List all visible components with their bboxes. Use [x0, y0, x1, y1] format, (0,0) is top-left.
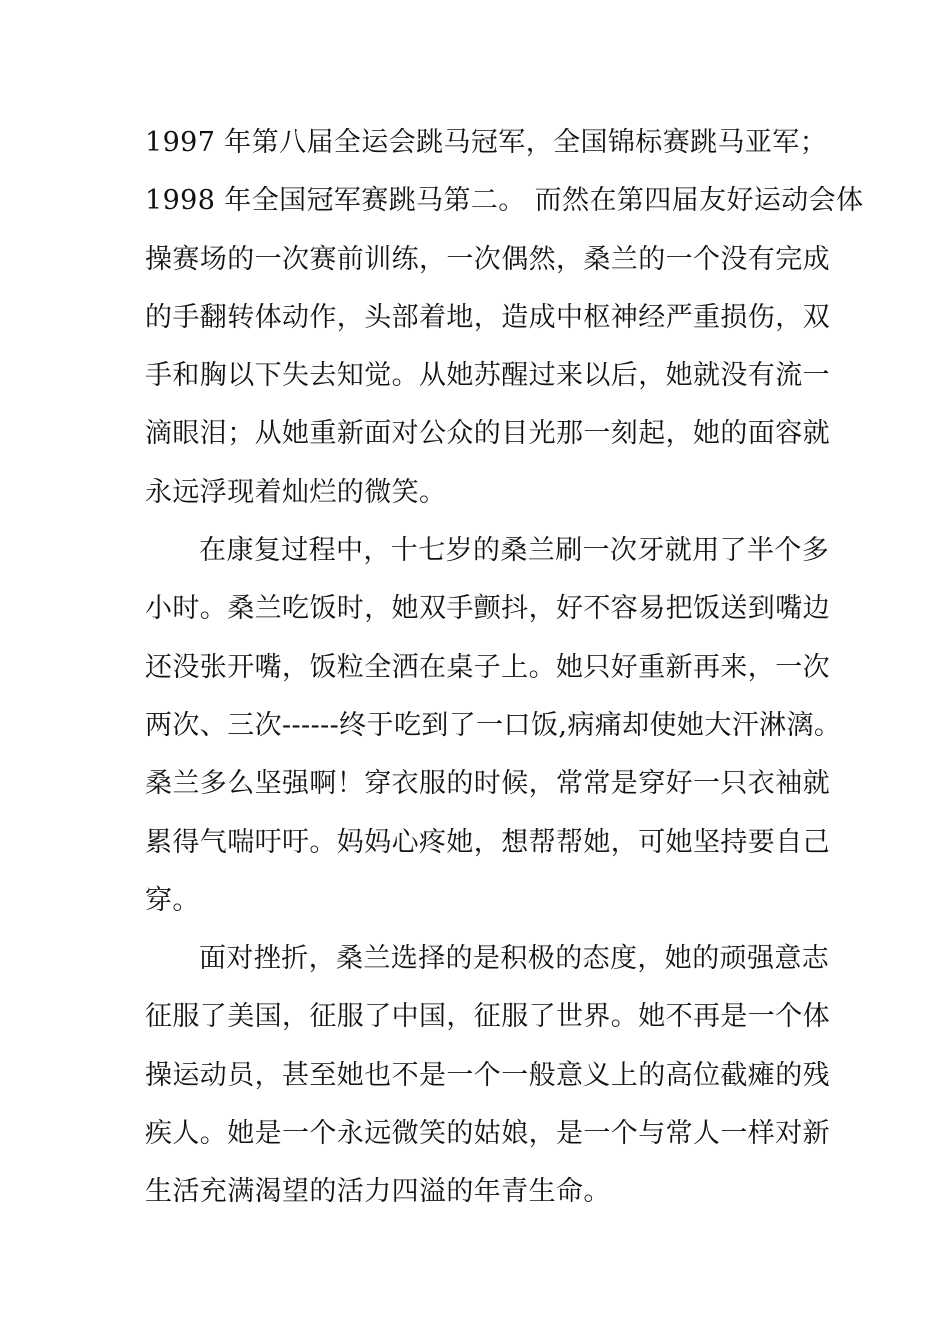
text-line: 操运动员，甚至她也不是一个一般意义上的高位截瘫的残 [145, 1059, 830, 1091]
text-line: 两次、三次------终于吃到了一口饭,病痛却使她大汗淋漓。 [145, 709, 842, 741]
text-line: 手和胸以下失去知觉。从她苏醒过来以后，她就没有流一 [145, 360, 830, 392]
text-line: 还没张开嘴，饭粒全洒在桌子上。她只好重新再来，一次 [145, 651, 830, 683]
text-line: 在康复过程中，十七岁的桑兰刷一次牙就用了半个多 [199, 535, 830, 567]
paragraph-3 [145, 930, 830, 1221]
text-line: 小时。桑兰吃饭时，她双手颤抖，好不容易把饭送到嘴边 [145, 593, 830, 625]
text-line: 桑兰多么坚强啊！穿衣服的时候，常常是穿好一只衣袖就 [145, 768, 830, 800]
text-line: 面对挫折，桑兰选择的是积极的态度，她的顽强意志 [199, 943, 830, 975]
paragraph-1 [145, 114, 864, 522]
text-line: 征服了美国，征服了中国，征服了世界。她不再是一个体 [145, 1001, 830, 1033]
text-line: 的手翻转体动作，头部着地，造成中枢神经严重损伤，双 [145, 301, 830, 333]
body-text [145, 114, 864, 1222]
text-line: 生活充满渴望的活力四溢的年青生命。 [145, 1176, 611, 1208]
text-line: 1997 年第八届全运会跳马冠军，全国锦标赛跳马亚军； [145, 127, 828, 158]
text-line: 疾人。她是一个永远微笑的姑娘，是一个与常人一样对新 [145, 1118, 830, 1150]
text-line: 滴眼泪；从她重新面对公众的目光那一刻起，她的面容就 [145, 418, 830, 450]
paragraph-2 [145, 522, 842, 930]
text-line: 累得气喘吁吁。妈妈心疼她，想帮帮她，可她坚持要自己 [145, 826, 830, 858]
text-line: 穿。 [145, 884, 200, 916]
text-line: 永远浮现着灿烂的微笑。 [145, 476, 447, 508]
text-line: 1998 年全国冠军赛跳马第二。 而然在第四届友好运动会体 [145, 185, 864, 217]
text-line: 操赛场的一次赛前训练，一次偶然，桑兰的一个没有完成 [145, 243, 830, 275]
